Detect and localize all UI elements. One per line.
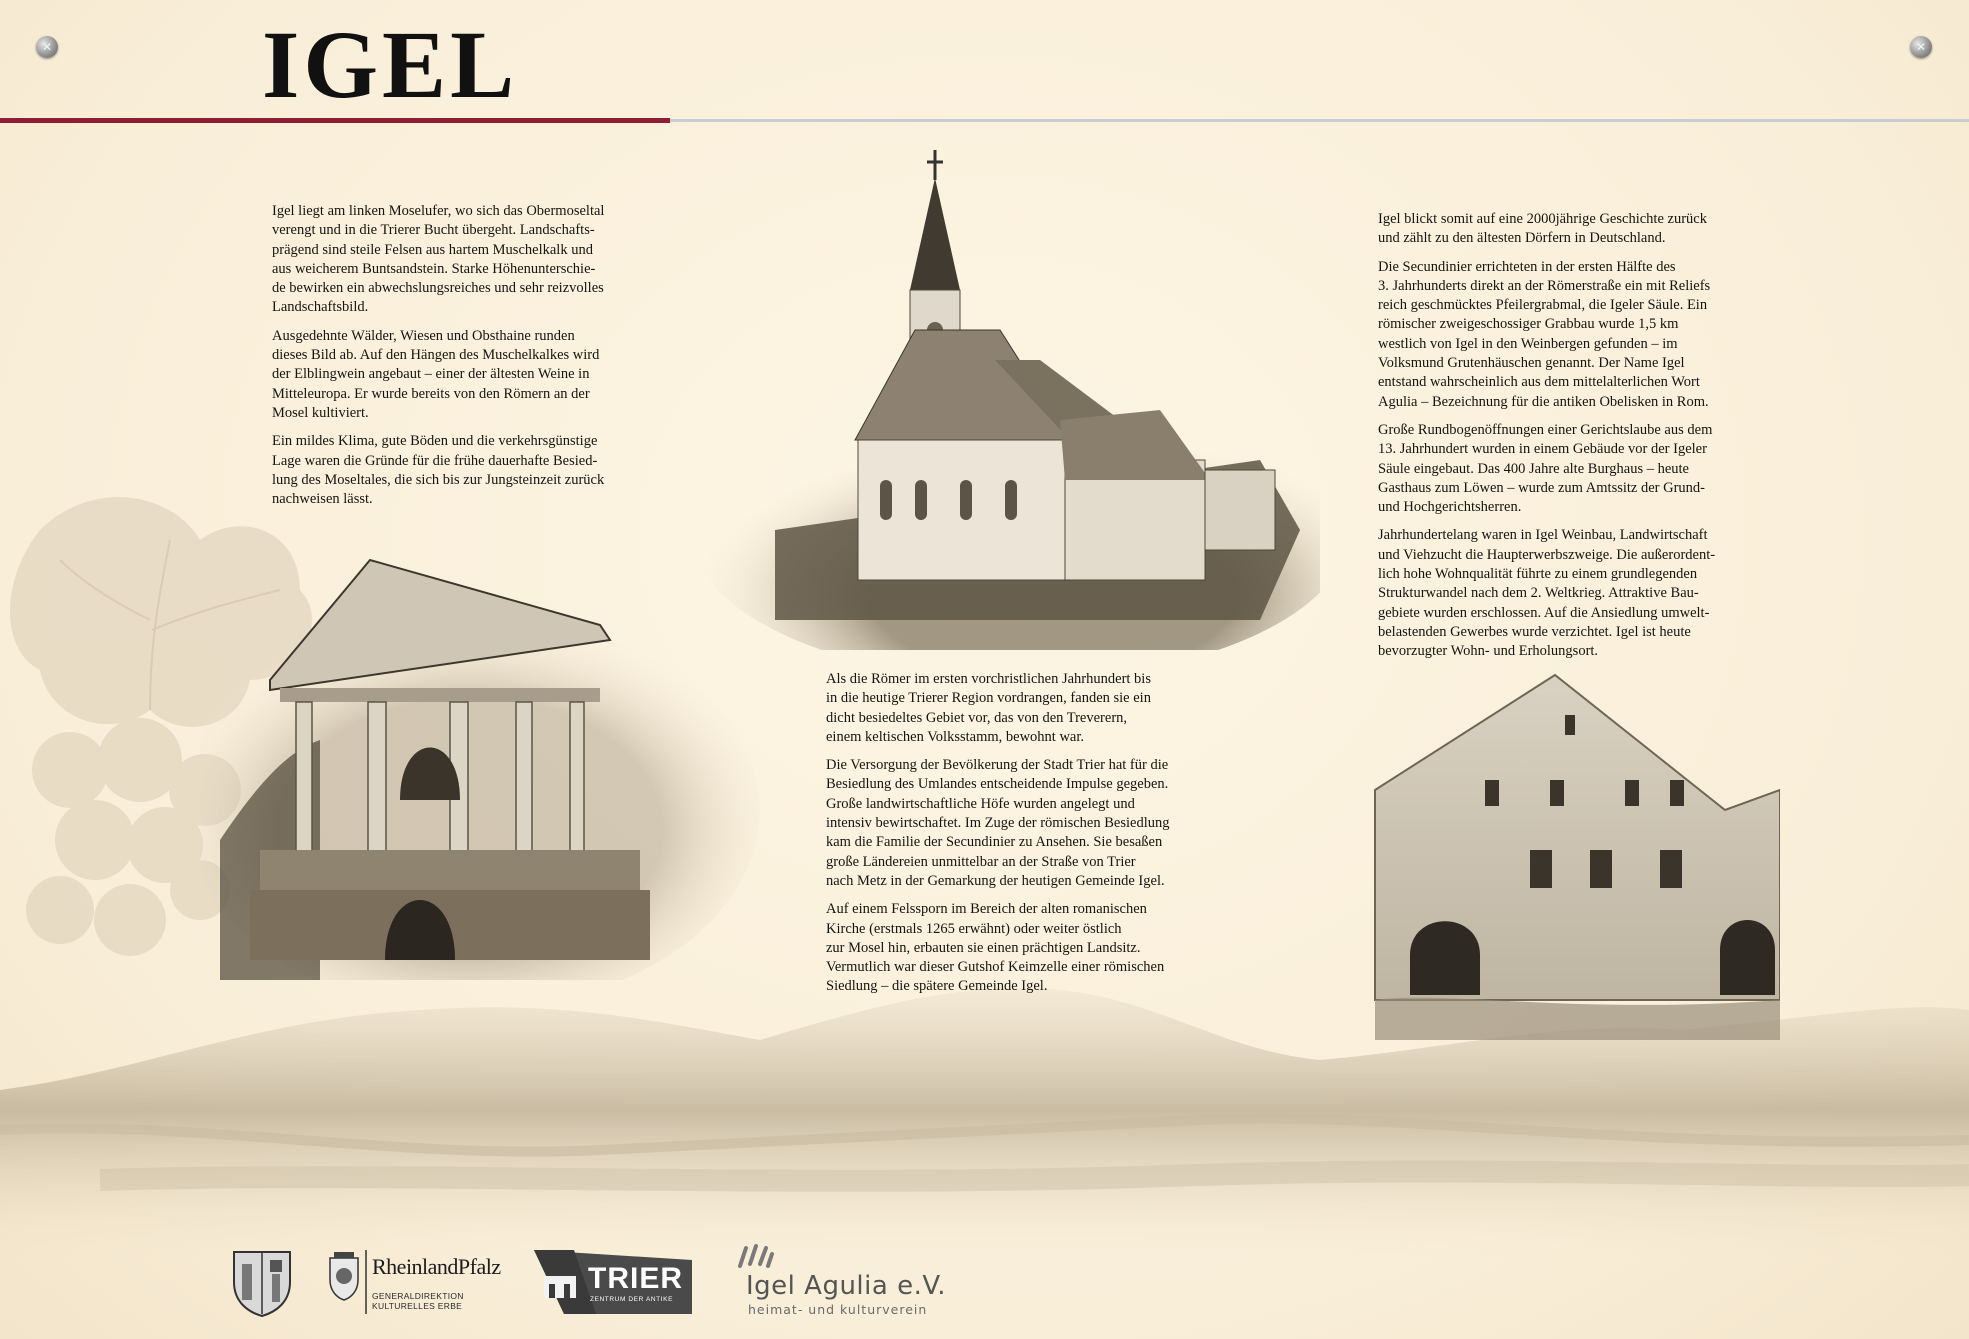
agulia-logo-text: Igel Agulia e.V. bbox=[746, 1271, 947, 1301]
text-column-left bbox=[272, 202, 604, 518]
rlp-logo-subtitle-line: GENERALDIREKTION bbox=[372, 1291, 464, 1301]
trier-logo-subtitle: ZENTRUM DER ANTIKE bbox=[590, 1296, 674, 1303]
paragraph: Als die Römer im ersten vorchristlichen Jahrhundert bis in die heutige Trierer Region vordrangen, fanden sie ein dicht besiedeltes Gebiet vor, das von den Treverern, einem keltischen Volksstamm, bewohnt war. bbox=[826, 671, 1151, 745]
municipal-crest-icon bbox=[230, 1248, 294, 1318]
paragraph: Ein mildes Klima, gute Böden und die verkehrsgünstige Lage waren die Gründe für die frühe dauerhafte Besied- lung des Moseltales, die sich bis zur Jungsteinzeit zurück nachweisen lässt. bbox=[272, 433, 605, 508]
paragraph: Auf einem Felssporn im Bereich der alten romanischen Kirche (erstmals 1265 erwähnt) oder weiter östlich zur Mosel hin, erbauten sie einen prächtigen Landsitz. Vermutlich war dieser Gutshof Keimzelle einer römischen Siedlung – die spätere Gemeinde Igel. bbox=[826, 901, 1165, 995]
paragraph: Große Rundbogenöffnungen einer Gerichtslaube aus dem 13. Jahrhundert wurden in einem Gebäude vor der Igeler Säule eingebaut. Das 400 Jahre alte Burghaus – heute Gasthaus zum Löwen – wurde zum Amtssitz der Grund- und Hochgerichtsherren. bbox=[1378, 421, 1713, 516]
paragraph: Die Secundinier errichteten in der ersten Hälfte des 3. Jahrhunderts direkt an der Römerstraße ein mit Reliefs reich geschmücktes Pfeilergrabmal, die Igeler Säule. Ein römischer zweigeschossiger Grabbau wurde 1,5 km westlich von Igel in den Weinbergen gefunden – im Volksmund Grutenhäuschen genannt. Der Name Igel entstand wahrscheinlich aus dem mittelalterlichen Wort Agulia – Bezeichnung für die antiken Obelisken in Rom. bbox=[1378, 258, 1711, 410]
title-rule-red bbox=[0, 118, 670, 123]
agulia-logo-subtitle: heimat- und kulturverein bbox=[748, 1302, 928, 1317]
paragraph: Igel liegt am linken Moselufer, wo sich das Obermoseltal verengt und in die Trierer Bucht übergeht. Landschafts- prägend sind steile Felsen aus hartem Muschelkalk und aus weicherem Buntsandstein. Starke Höhenunterschie- de bewirken ein abwechslungsreiches und sehr reizvolles Landschaftsbild. bbox=[272, 203, 605, 316]
rlp-logo-subtitle-line: KULTURELLES ERBE bbox=[372, 1301, 463, 1311]
gerichtslaube-photo bbox=[1370, 670, 1780, 1040]
text-column-right bbox=[1378, 210, 1715, 671]
text-column-middle bbox=[826, 670, 1169, 1006]
rlp-logo-text: RheinlandPfalz bbox=[372, 1254, 501, 1279]
page-title: IGEL bbox=[262, 11, 519, 118]
paragraph: Die Versorgung der Bevölkerung der Stadt Trier hat für die Besiedlung des Umlandes entscheidende Impulse gegeben. Große landwirtschaftliche Höfe wurden angelegt und intensiv bewirtschaftet. Im Zuge der römischen Besiedlung kam die Familie der Secundinier zu Ansehen. Sie besaßen große Ländereien unmittelbar an der Straße von Trier nach Metz in der Gemarkung der heutigen Gemeinde Igel. bbox=[826, 757, 1170, 889]
rlp-logo-subtitle bbox=[372, 1291, 464, 1311]
paragraph: Ausgedehnte Wälder, Wiesen und Obsthaine runden dieses Bild ab. Auf den Hängen des Muschelkalkes wird der Elblingwein angebaut – einer der ältesten Weine in Mitteleuropa. Er wurde bereits von den Römern an der Mosel kultiviert. bbox=[272, 327, 600, 421]
church-photo bbox=[660, 150, 1320, 650]
paragraph: Igel blickt somit auf eine 2000jährige Geschichte zurück und zählt zu den ältesten Dörfern in Deutschland. bbox=[1378, 211, 1707, 247]
screw-icon bbox=[36, 36, 58, 58]
trier-logo-text: TRIER bbox=[588, 1262, 683, 1295]
title-rule-grey bbox=[670, 119, 1969, 122]
screw-icon bbox=[1910, 36, 1932, 58]
paragraph: Jahrhundertelang waren in Igel Weinbau, Landwirtschaft und Viehzucht die Haupterwerbszweige. Die außerordent- lich hohe Wohnqualität führte zu einem grundlegenden Strukturwandel nach dem 2. Weltkrieg. Attraktive Bau- gebiete wurden erschlossen. Auf die Ansiedlung umwelt- belastenden Gewerbes wurde verzichtet. Igel ist heute bevorzugter Wohn- und Erholungsort. bbox=[1378, 527, 1716, 660]
